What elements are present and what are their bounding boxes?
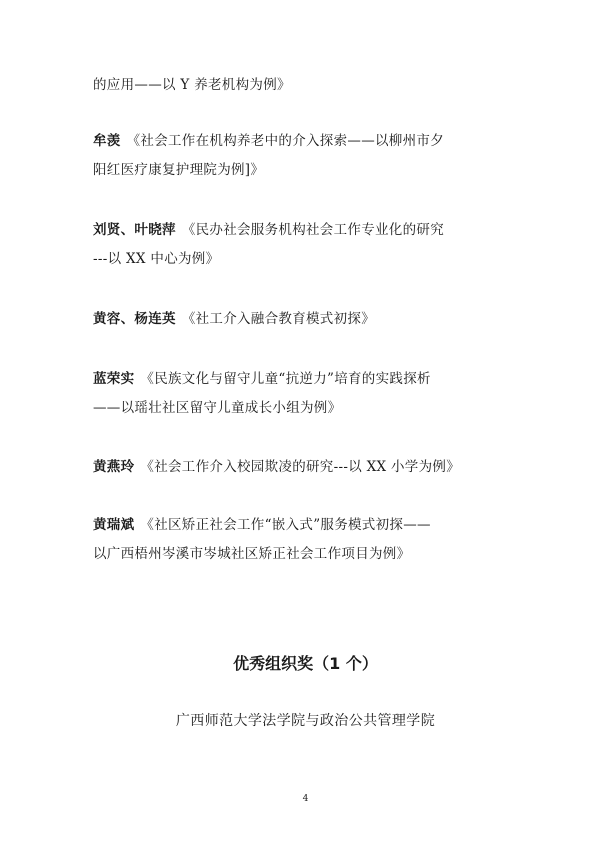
entry-title: 《社会工作介入校园欺凌的研究---以 XX 小学为例》 [140,459,460,475]
entry-author: 牟羡 [93,133,121,149]
entry-author: 黄容、杨连英 [93,311,176,327]
section-heading: 优秀组织奖（1 个） [233,654,378,673]
entry-continuation: 的应用——以 Y 养老机构为例》 [93,77,291,93]
entry-author: 黄瑞斌 [93,517,135,533]
entry-title-continuation: ——以瑶壮社区留守儿童成长小组为例》 [93,400,342,416]
entry-line-1 [93,515,533,535]
entry-line-1 [93,309,533,329]
entry-line-1 [93,369,533,389]
entry-line-1 [93,131,533,151]
entry-title-continuation: ---以 XX 中心为例》 [93,251,220,267]
entry-line-1 [93,457,533,477]
entry-title-continuation: 以广西梧州岑溪市岑城社区矫正社会工作项目为例》 [93,546,411,562]
entry-title: 《社工介入融合教育模式初探》 [181,311,376,327]
entry-line-1 [93,220,533,240]
section-body: 广西师范大学法学院与政治公共管理学院 [175,713,436,729]
page-number: 4 [302,794,309,804]
entry-title: 《民族文化与留守儿童“抗逆力”培育的实践探析 [140,371,431,387]
entry-author: 蓝荣实 [93,371,135,387]
entry-title: 《社区矫正社会工作“嵌入式”服务模式初探—— [140,517,431,533]
entry-title: 《社会工作在机构养老中的介入探索——以柳州市夕 [126,133,445,149]
entry-author: 黄燕玲 [93,459,135,475]
entry-title-continuation: 阳红医疗康复护理院为例]》 [93,162,265,178]
entry-author: 刘贤、叶晓萍 [93,222,176,238]
entry-title: 《民办社会服务机构社会工作专业化的研究 [181,222,445,238]
